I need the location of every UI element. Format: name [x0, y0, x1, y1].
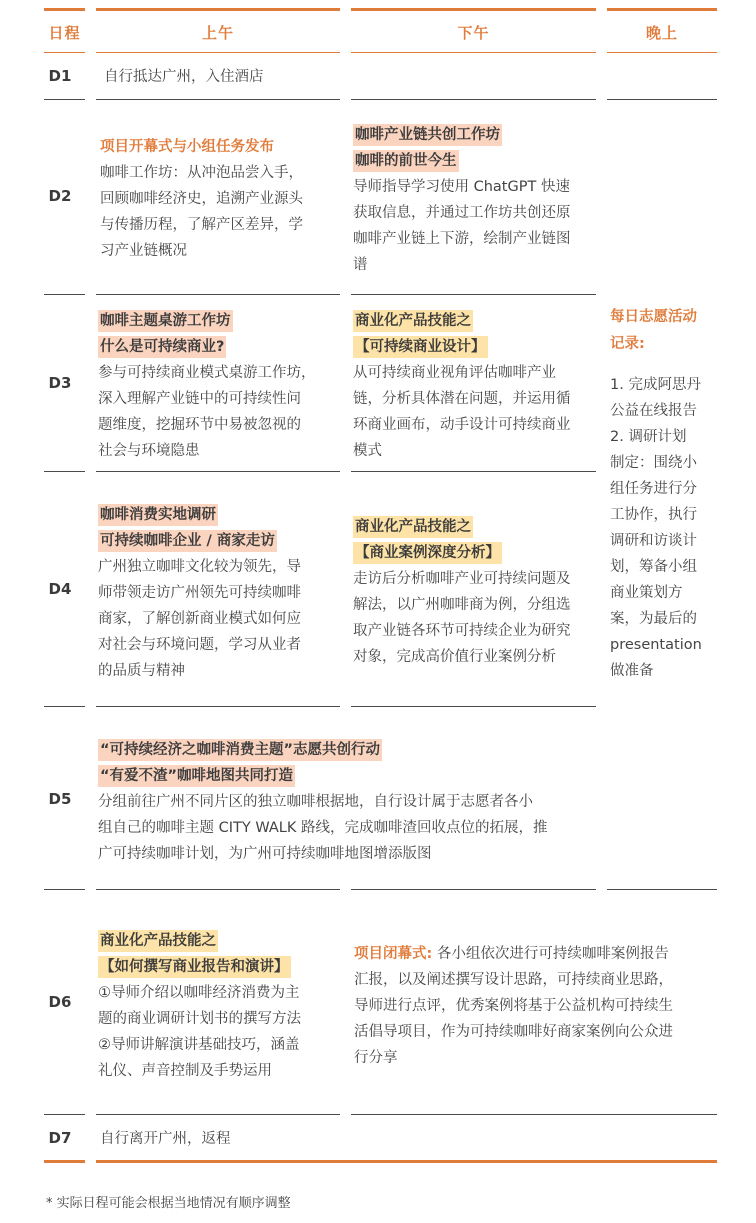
day-label-d4: D4 — [48, 580, 72, 598]
d5-activity — [98, 737, 598, 867]
d2-morning — [100, 134, 340, 264]
header-evening: 晚上 — [645, 24, 678, 42]
row-divider — [351, 471, 596, 472]
evening-line: 划，筹备小组 — [610, 559, 697, 575]
d2-afternoon — [353, 122, 599, 278]
d2-morning-title: 项目开幕式与小组任务发布 — [100, 139, 274, 155]
d3-morning-subtitle: 什么是可持续商业? — [98, 336, 226, 358]
d6-afternoon-line: 汇报，以及阐述撰写设计思路，可持续商业思路， — [354, 972, 673, 988]
header-bar-evening — [607, 8, 717, 11]
d6-morning-line: 礼仪、声音控制及手势运用 — [98, 1063, 272, 1079]
d3-afternoon-line: 模式 — [353, 443, 382, 459]
evening-line: 2. 调研计划 — [610, 429, 687, 445]
d4-morning-line: 师带领走访广州领先可持续咖啡 — [98, 585, 301, 601]
evening-line: 工协作，执行 — [610, 507, 697, 523]
d5-line: 分组前往广州不同片区的独立咖啡根据地，自行设计属于志愿者各小 — [98, 794, 533, 810]
row-divider — [44, 99, 85, 100]
row-divider — [607, 99, 717, 100]
d6-afternoon-line: 导师进行点评，优秀案例将基于公益机构可持续生 — [354, 998, 673, 1014]
evening-notes — [610, 304, 720, 684]
d5-subtitle: “有爱不渣”咖啡地图共同打造 — [98, 765, 295, 787]
header-afternoon: 下午 — [457, 24, 490, 42]
footer-bar — [44, 1160, 85, 1163]
d2-afternoon-title: 咖啡产业链共创工作坊 — [353, 124, 502, 146]
row-divider — [44, 471, 85, 472]
row-divider — [96, 1114, 340, 1115]
d4-afternoon-line: 对象，完成高价值行业案例分析 — [353, 649, 556, 665]
d6-morning-title: 商业化产品技能之 — [98, 930, 218, 952]
d2-afternoon-line: 咖啡产业链上下游，绘制产业链图 — [353, 231, 571, 247]
row-divider — [351, 99, 596, 100]
footer-bar — [96, 1160, 717, 1163]
evening-line: 案，为最后的 — [610, 611, 697, 627]
evening-line: 制定：围绕小 — [610, 455, 697, 471]
evening-title: 每日志愿活动 — [610, 309, 697, 325]
d3-afternoon-line: 从可持续商业视角评估咖啡产业 — [353, 365, 556, 381]
row-divider — [44, 294, 85, 295]
row-divider — [44, 706, 85, 707]
d3-morning-line: 题维度，挖掘环节中易被忽视的 — [98, 417, 301, 433]
evening-line: 做准备 — [610, 663, 654, 679]
d5-title: “可持续经济之咖啡消费主题”志愿共创行动 — [98, 739, 382, 761]
header-divider — [351, 52, 596, 53]
d4-afternoon-line: 取产业链各环节可持续企业为研究 — [353, 623, 571, 639]
d6-morning-line: ①导师介绍以咖啡经济消费为主 — [98, 985, 300, 1001]
d4-afternoon-line: 走访后分析咖啡产业可持续问题及 — [353, 571, 571, 587]
day-label-d2: D2 — [48, 187, 72, 205]
row-divider — [96, 889, 340, 890]
d3-morning-line: 社会与环境隐患 — [98, 443, 200, 459]
day-label-d6: D6 — [48, 993, 72, 1011]
d3-morning-title: 咖啡主题桌游工作坊 — [98, 310, 233, 332]
d4-afternoon-subtitle: 【商业案例深度分析】 — [353, 542, 502, 564]
d6-afternoon — [354, 941, 724, 1071]
d4-afternoon — [353, 514, 601, 670]
d3-morning-line: 深入理解产业链中的可持续性问 — [98, 391, 301, 407]
d6-closing-label: 项目闭幕式: — [354, 946, 433, 962]
d3-afternoon-line: 链，分析具体潜在问题，并运用循 — [353, 391, 571, 407]
d1-text: 自行抵达广州，入住酒店 — [104, 69, 264, 85]
evening-line: 组任务进行分 — [610, 481, 697, 497]
d6-afternoon-line: 各小组依次进行可持续咖啡案例报告 — [432, 946, 669, 962]
day-label-d5: D5 — [48, 790, 72, 808]
row-divider — [351, 294, 596, 295]
header-bar-schedule — [44, 8, 85, 11]
d3-afternoon-title: 商业化产品技能之 — [353, 310, 473, 332]
d2-morning-line: 回顾咖啡经济史，追溯产业源头 — [100, 191, 303, 207]
evening-title: 记录: — [610, 336, 645, 352]
d6-afternoon-line: 活倡导项目，作为可持续咖啡好商家案例向公众进 — [354, 1024, 673, 1040]
row-divider — [96, 294, 340, 295]
d3-afternoon-subtitle: 【可持续商业设计】 — [353, 336, 488, 358]
row-divider — [351, 889, 596, 890]
header-schedule: 日程 — [48, 24, 81, 42]
header-divider — [96, 52, 340, 53]
row-divider — [351, 706, 596, 707]
d7-text: 自行离开广州，返程 — [100, 1131, 231, 1147]
evening-line: 商业策划方 — [610, 585, 683, 601]
d3-afternoon-line: 环商业画布，动手设计可持续商业 — [353, 417, 571, 433]
day-label-d3: D3 — [48, 374, 72, 392]
d4-morning-line: 的品质与精神 — [98, 663, 185, 679]
d3-morning — [98, 308, 340, 464]
row-divider — [44, 889, 85, 890]
d4-morning — [98, 502, 340, 684]
d2-afternoon-line: 获取信息，并通过工作坊共创还原 — [353, 205, 571, 221]
row-divider — [44, 1114, 85, 1115]
d4-morning-line: 广州独立咖啡文化较为领先，导 — [98, 559, 301, 575]
d6-morning-subtitle: 【如何撰写商业报告和演讲】 — [98, 956, 291, 978]
day-label-d1: D1 — [48, 67, 72, 85]
d2-morning-line: 习产业链概况 — [100, 243, 187, 259]
d5-line: 广可持续咖啡计划，为广州可持续咖啡地图增添版图 — [98, 846, 432, 862]
d2-morning-line: 咖啡工作坊：从冲泡品尝入手， — [100, 165, 303, 181]
d4-morning-line: 对社会与环境问题，学习从业者 — [98, 637, 301, 653]
evening-line: 公益在线报告 — [610, 403, 697, 419]
d6-morning — [98, 928, 340, 1084]
d4-morning-subtitle: 可持续咖啡企业 / 商家走访 — [98, 530, 277, 552]
row-divider — [96, 706, 340, 707]
d3-afternoon — [353, 308, 599, 464]
header-divider — [44, 52, 85, 53]
header-bar-afternoon — [351, 8, 596, 11]
day-label-d7: D7 — [48, 1129, 72, 1147]
d2-morning-line: 与传播历程，了解产区差异，学 — [100, 217, 303, 233]
row-divider — [96, 471, 340, 472]
evening-line: 1. 完成阿思丹 — [610, 377, 701, 393]
d6-afternoon-line: 行分享 — [354, 1050, 398, 1066]
evening-line: 调研和访谈计 — [610, 533, 697, 549]
d4-morning-line: 商家，了解创新商业模式如何应 — [98, 611, 301, 627]
d6-morning-line: ②导师讲解演讲基础技巧，涵盖 — [98, 1037, 300, 1053]
d4-afternoon-line: 解法，以广州咖啡商为例，分组选 — [353, 597, 571, 613]
row-divider — [351, 1114, 717, 1115]
header-divider — [607, 52, 717, 53]
row-divider — [607, 889, 717, 890]
footnote: * 实际日程可能会根据当地情况有顺序调整 — [46, 1196, 291, 1211]
d6-morning-line: 题的商业调研计划书的撰写方法 — [98, 1011, 301, 1027]
d4-afternoon-title: 商业化产品技能之 — [353, 516, 473, 538]
d4-morning-title: 咖啡消费实地调研 — [98, 504, 218, 526]
d2-afternoon-line: 导师指导学习使用 ChatGPT 快速 — [353, 179, 570, 195]
header-morning: 上午 — [201, 24, 234, 42]
d5-line: 组自己的咖啡主题 CITY WALK 路线，完成咖啡渣回收点位的拓展，推 — [98, 820, 548, 836]
row-divider — [96, 99, 340, 100]
d3-morning-line: 参与可持续商业模式桌游工作坊， — [98, 365, 316, 381]
d2-afternoon-subtitle: 咖啡的前世今生 — [353, 150, 459, 172]
evening-line: presentation — [610, 637, 702, 653]
d2-afternoon-line: 谱 — [353, 257, 368, 273]
header-bar-morning — [96, 8, 340, 11]
